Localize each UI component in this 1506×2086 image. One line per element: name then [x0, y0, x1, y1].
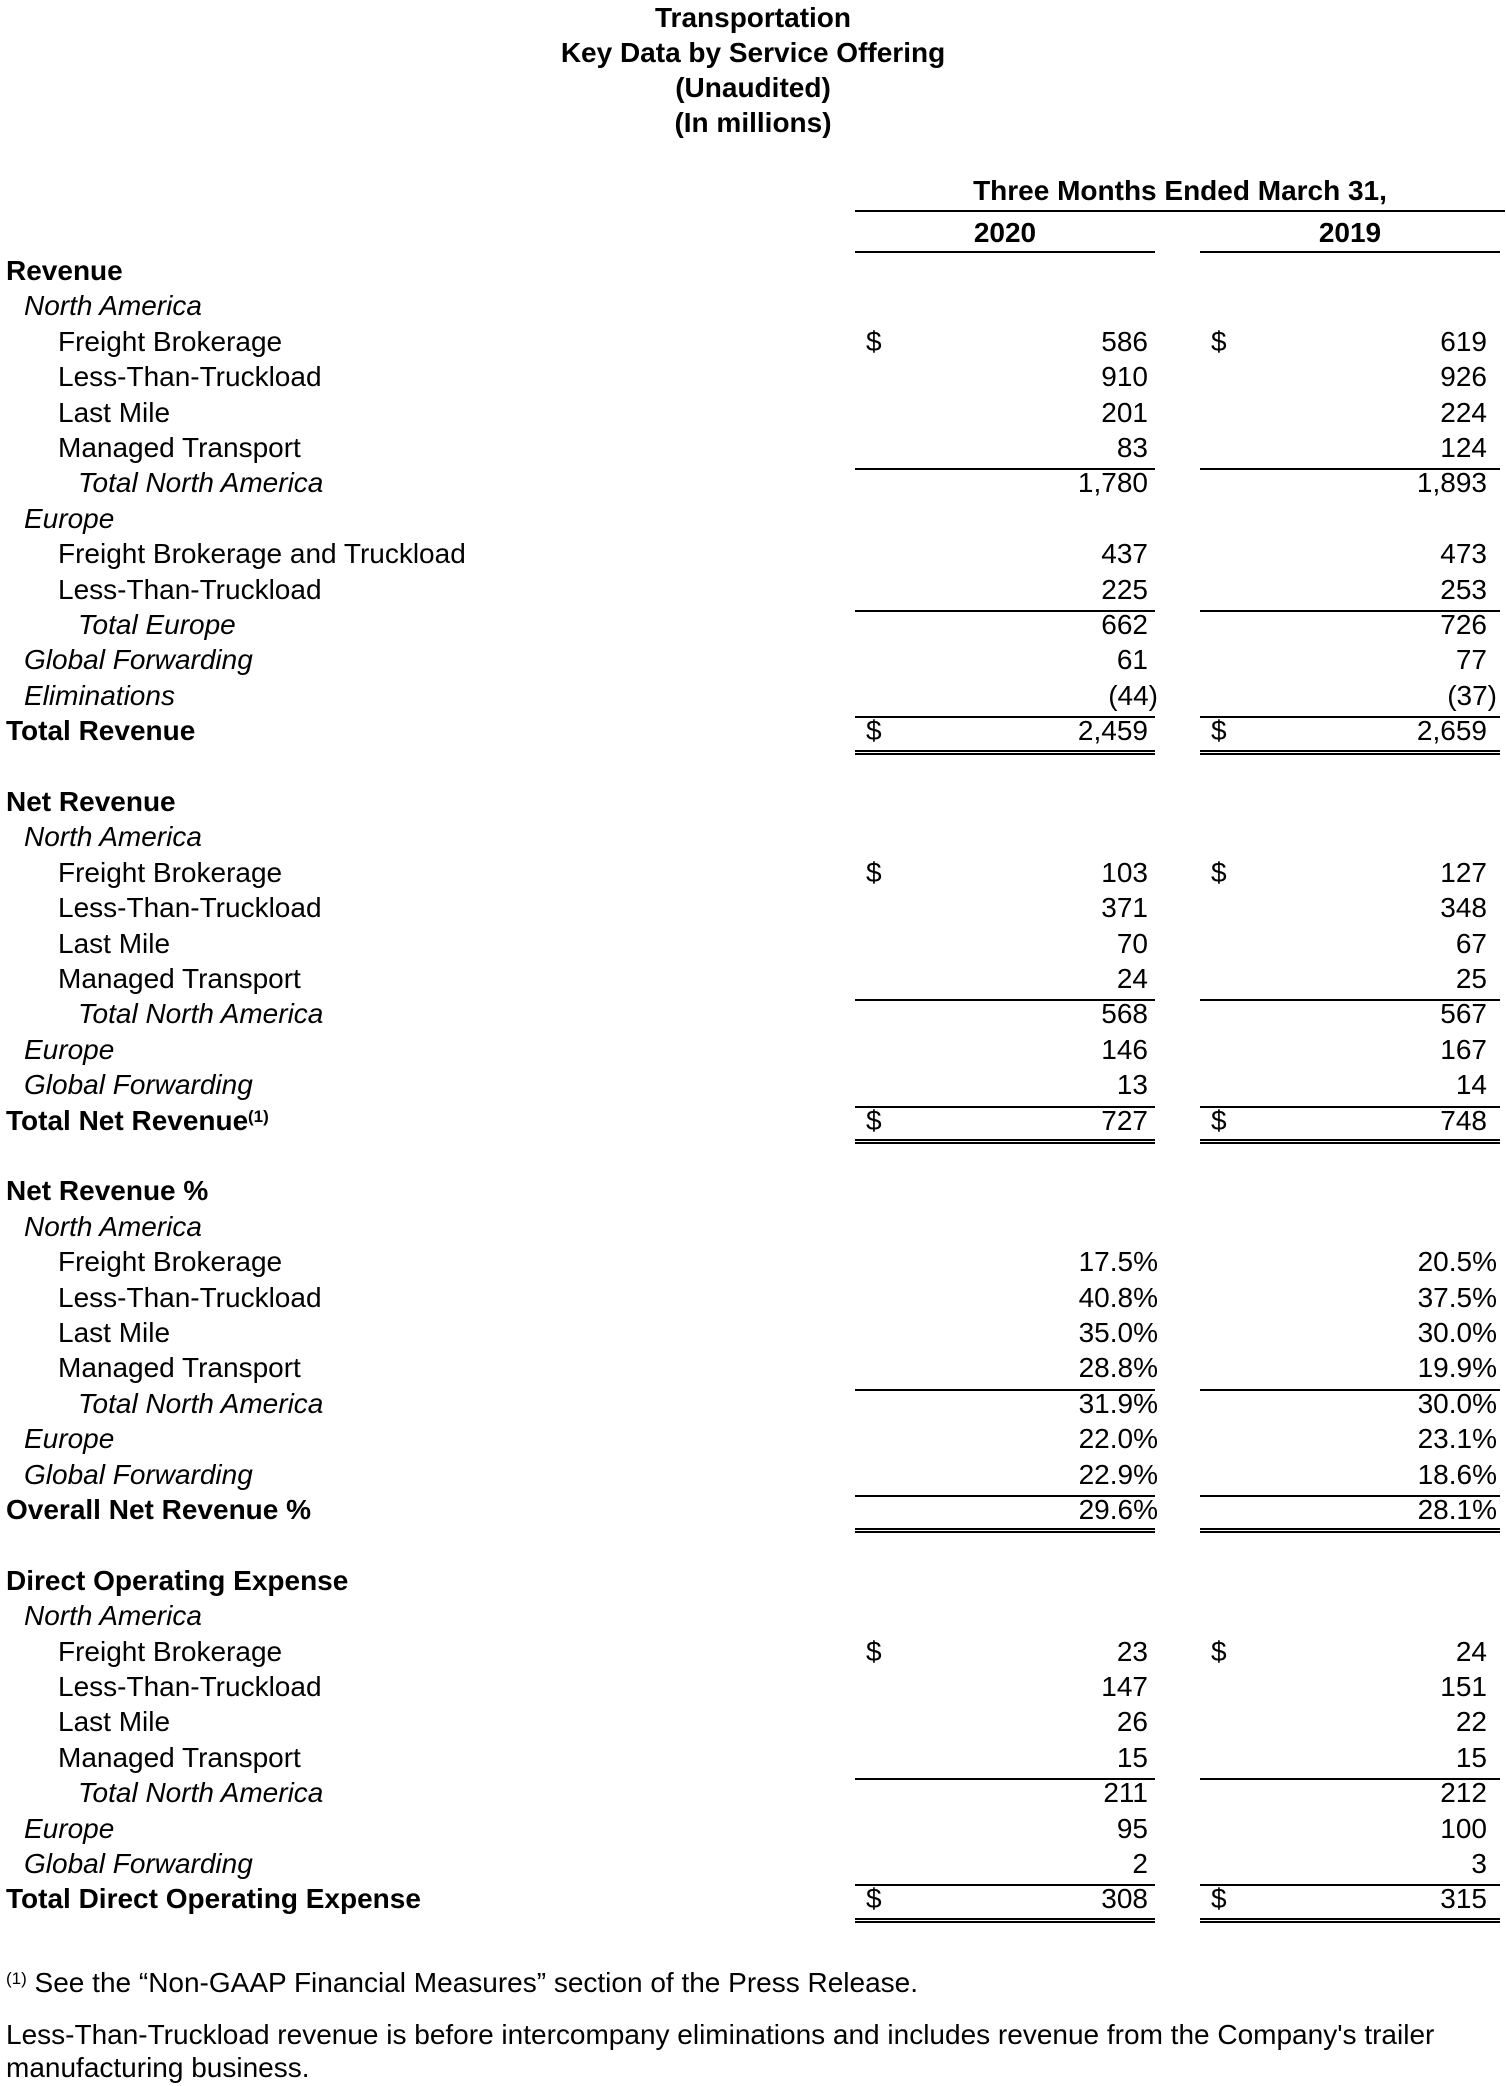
table-row: [0, 465, 1506, 500]
subtotal-rule: [855, 610, 1155, 612]
table-row: [0, 1811, 1506, 1846]
value-2019: 619: [1440, 325, 1487, 357]
value-2019: 22: [1455, 1706, 1487, 1738]
table-row: [0, 1209, 1506, 1244]
table-row: [0, 1669, 1506, 1704]
table-row: [0, 996, 1506, 1031]
value-2020: 103: [1101, 856, 1148, 888]
currency-symbol: $: [1211, 1635, 1227, 1667]
row-label: Less-Than-Truckload: [58, 1281, 322, 1313]
value-2019: 30.0%: [1417, 1387, 1497, 1419]
table-row: [0, 1598, 1506, 1633]
currency-symbol: $: [1211, 715, 1227, 747]
value-2020: 28.8%: [1078, 1352, 1158, 1384]
value-2019: 77: [1455, 644, 1487, 676]
row-label-sup-wrap: [248, 1103, 269, 1138]
value-2020: 23: [1116, 1635, 1148, 1667]
currency-symbol: $: [866, 715, 882, 747]
row-label: Total Europe: [78, 609, 236, 640]
row-label: Managed Transport: [58, 963, 301, 994]
row-label: Total Revenue: [6, 715, 196, 747]
title-line-4: (In millions): [674, 107, 832, 138]
table-row: [0, 1244, 1506, 1279]
row-label: North America: [24, 290, 202, 322]
value-2020: 586: [1101, 325, 1148, 357]
row-label: Total Net Revenue: [6, 1104, 249, 1136]
currency-symbol: $: [1211, 1104, 1227, 1136]
value-2019: 20.5%: [1417, 1246, 1497, 1278]
row-label: Global Forwarding: [24, 1069, 253, 1101]
row-label: Global Forwarding: [24, 1848, 253, 1879]
table-row: [0, 678, 1506, 713]
value-2020: 17.5%: [1078, 1246, 1158, 1278]
table-row: [0, 359, 1506, 394]
total-double-rule: [855, 1918, 1155, 1923]
table-row: [0, 1386, 1506, 1421]
subtotal-rule: [855, 468, 1155, 470]
row-label: Managed Transport: [58, 1352, 301, 1384]
value-2019: 15: [1455, 1741, 1487, 1773]
table-row: [0, 1457, 1506, 1492]
table-row: [0, 324, 1506, 359]
row-label: Overall Net Revenue %: [6, 1494, 312, 1525]
value-2019: 67: [1455, 927, 1487, 959]
table-row: [0, 1173, 1506, 1208]
row-label: Total Direct Operating Expense: [6, 1883, 421, 1915]
value-2020: 26: [1116, 1706, 1148, 1738]
table-row: [0, 855, 1506, 890]
value-2019: 30.0%: [1417, 1317, 1497, 1348]
total-double-rule: [1200, 1918, 1500, 1923]
value-2020: 29.6%: [1078, 1494, 1158, 1525]
table-row: [0, 1563, 1506, 1598]
row-label: North America: [24, 1600, 202, 1632]
value-2019: 167: [1440, 1033, 1487, 1065]
table-row: [0, 1032, 1506, 1067]
row-label: Freight Brokerage and Truckload: [58, 538, 466, 570]
subtotal-rule: [855, 1495, 1155, 1497]
year-2019-header: 2019: [1318, 217, 1382, 248]
year-2020-header: 2020: [973, 217, 1037, 248]
table-row: [0, 1634, 1506, 1669]
row-label: Net Revenue %: [6, 1175, 209, 1207]
value-2020: 24: [1116, 963, 1148, 994]
value-2020: 371: [1101, 892, 1148, 924]
value-2019: 748: [1440, 1104, 1487, 1136]
subtotal-rule: [1200, 1495, 1500, 1497]
value-2019: 28.1%: [1417, 1494, 1497, 1525]
row-label: Europe: [24, 1033, 115, 1065]
table-row: [0, 1775, 1506, 1810]
subtotal-rule: [855, 999, 1155, 1001]
value-2019: 151: [1440, 1671, 1487, 1702]
value-2020: 35.0%: [1078, 1317, 1158, 1348]
row-label: Last Mile: [58, 927, 171, 959]
row-label: Total North America: [78, 467, 324, 499]
table-row: [0, 926, 1506, 961]
currency-symbol: $: [866, 856, 882, 888]
year-2019-wrap: [1200, 217, 1500, 249]
row-label: Global Forwarding: [24, 1458, 253, 1490]
title-line-3: (Unaudited): [675, 72, 831, 103]
row-label: Eliminations: [24, 679, 175, 711]
table-row: [0, 1138, 1506, 1173]
table-row: [0, 642, 1506, 677]
row-label: Last Mile: [58, 1317, 171, 1348]
value-2019: 3: [1471, 1848, 1487, 1879]
table-row: [0, 430, 1506, 465]
table-row: [0, 536, 1506, 571]
value-2020: (44): [1108, 679, 1158, 711]
value-2019: 24: [1455, 1635, 1487, 1667]
table-row: [0, 784, 1506, 819]
subtotal-rule: [855, 716, 1155, 718]
value-2020: 83: [1116, 432, 1148, 463]
row-label: Less-Than-Truckload: [58, 361, 322, 393]
value-2020: 146: [1101, 1033, 1148, 1065]
value-2020: 61: [1116, 644, 1148, 676]
value-2019: 37.5%: [1417, 1281, 1497, 1313]
footnote-marker: (1): [6, 1969, 27, 1988]
table-row: [0, 1740, 1506, 1775]
period-header-rule: [855, 210, 1505, 212]
value-2019: 124: [1440, 432, 1487, 463]
value-2020: 147: [1101, 1671, 1148, 1702]
value-2020: 31.9%: [1078, 1387, 1158, 1419]
row-label: Europe: [24, 1423, 115, 1455]
row-label: Freight Brokerage: [58, 1635, 283, 1667]
subtotal-rule: [1200, 1884, 1500, 1886]
row-label: Managed Transport: [58, 432, 301, 463]
value-2020: 22.9%: [1078, 1458, 1158, 1490]
value-2020: 568: [1101, 998, 1148, 1030]
row-label: Europe: [24, 1812, 115, 1844]
subtotal-rule: [1200, 1778, 1500, 1780]
row-label: Less-Than-Truckload: [58, 573, 322, 605]
row-label: North America: [24, 1210, 202, 1242]
currency-symbol: $: [1211, 856, 1227, 888]
row-label: Global Forwarding: [24, 644, 253, 676]
value-2020: 225: [1101, 573, 1148, 605]
currency-symbol: $: [1211, 325, 1227, 357]
value-2020: 70: [1116, 927, 1148, 959]
currency-symbol: $: [866, 325, 882, 357]
table-row: [0, 572, 1506, 607]
row-label: Freight Brokerage: [58, 1246, 283, 1278]
value-2019: 2,659: [1416, 715, 1487, 747]
currency-symbol: $: [866, 1104, 882, 1136]
value-2020: 201: [1101, 396, 1148, 428]
subtotal-rule: [1200, 610, 1500, 612]
row-label: Total North America: [78, 1387, 324, 1419]
table-row: [0, 961, 1506, 996]
currency-symbol: $: [866, 1883, 882, 1915]
table-row: [0, 253, 1506, 288]
table-row: [0, 395, 1506, 430]
value-2020: 308: [1101, 1883, 1148, 1915]
currency-symbol: $: [1211, 1883, 1227, 1915]
table-row: [0, 1067, 1506, 1102]
row-label: Managed Transport: [58, 1741, 301, 1773]
value-2020: 13: [1116, 1069, 1148, 1101]
footnote-text: See the “Non-GAAP Financial Measures” section of the Press Release.: [26, 1967, 919, 1998]
row-label: North America: [24, 821, 202, 853]
table-row: [0, 288, 1506, 323]
title-line-1: Transportation: [654, 2, 851, 33]
value-2020: 2,459: [1077, 715, 1148, 747]
row-label: Revenue: [6, 255, 123, 286]
table-row: [0, 607, 1506, 642]
value-2019: 18.6%: [1417, 1458, 1497, 1490]
value-2019: 926: [1440, 361, 1487, 393]
row-label: Last Mile: [58, 396, 171, 428]
subtotal-rule: [855, 1389, 1155, 1391]
period-header: Three Months Ended March 31,: [973, 175, 1387, 206]
value-2019: 19.9%: [1417, 1352, 1497, 1384]
value-2019: (37): [1447, 679, 1497, 711]
table-row: [0, 1280, 1506, 1315]
footnote: [6, 1966, 1496, 1999]
value-2020: 2: [1132, 1848, 1148, 1879]
table-row: [0, 1527, 1506, 1562]
subtotal-rule: [855, 1106, 1155, 1108]
value-2019: 473: [1440, 538, 1487, 570]
table-row: [0, 1421, 1506, 1456]
value-2019: 14: [1455, 1069, 1487, 1101]
row-label: Total North America: [78, 998, 324, 1030]
value-2019: 127: [1440, 856, 1487, 888]
table-row: [0, 501, 1506, 536]
value-2019: 100: [1440, 1812, 1487, 1844]
value-2020: 437: [1101, 538, 1148, 570]
value-2020: 22.0%: [1078, 1423, 1158, 1455]
row-label: Last Mile: [58, 1706, 171, 1738]
value-2020: 15: [1116, 1741, 1148, 1773]
subtotal-rule: [1200, 999, 1500, 1001]
subtotal-rule: [1200, 1389, 1500, 1391]
row-label: Total North America: [78, 1777, 324, 1809]
value-2020: 727: [1101, 1104, 1148, 1136]
value-2020: 910: [1101, 361, 1148, 393]
table-row: [0, 1350, 1506, 1385]
row-label: Net Revenue: [6, 786, 176, 817]
value-2019: 224: [1440, 396, 1487, 428]
table-row: [0, 1315, 1506, 1350]
period-header-wrap: [855, 175, 1505, 207]
row-label: Europe: [24, 502, 115, 534]
table-row: [0, 890, 1506, 925]
value-2019: 212: [1440, 1777, 1487, 1809]
row-label: Freight Brokerage: [58, 856, 283, 888]
table-row: [0, 819, 1506, 854]
subtotal-rule: [855, 1778, 1155, 1780]
row-label: Freight Brokerage: [58, 325, 283, 357]
subtotal-rule: [1200, 716, 1500, 718]
title-line-2: Key Data by Service Offering: [560, 37, 946, 68]
value-2019: 1,893: [1416, 467, 1487, 499]
value-2019: 567: [1440, 998, 1487, 1030]
currency-symbol: $: [866, 1635, 882, 1667]
value-2019: 23.1%: [1417, 1423, 1497, 1455]
row-label: Less-Than-Truckload: [58, 892, 322, 924]
table-row: [0, 1881, 1506, 1916]
revenue-note: Less-Than-Truckload revenue is before intercompany eliminations and includes revenue from the Company's trailer manufacturing business.: [6, 2019, 1435, 2083]
subtotal-rule: [855, 1884, 1155, 1886]
year-2020-wrap: [855, 217, 1155, 249]
table-row: [0, 749, 1506, 784]
subtotal-rule: [1200, 1106, 1500, 1108]
value-2019: 315: [1440, 1883, 1487, 1915]
value-2020: 40.8%: [1078, 1281, 1158, 1313]
row-label-footnote-ref: (1): [248, 1106, 269, 1126]
value-2019: 726: [1440, 609, 1487, 640]
report-title: [0, 0, 1506, 140]
value-2020: 95: [1116, 1812, 1148, 1844]
subtotal-rule: [1200, 468, 1500, 470]
table-row: [0, 1103, 1506, 1138]
table-row: [0, 1492, 1506, 1527]
row-label: Direct Operating Expense: [6, 1564, 349, 1596]
value-2019: 348: [1440, 892, 1487, 924]
value-2020: 211: [1103, 1777, 1148, 1809]
value-2019: 253: [1440, 573, 1487, 605]
row-label: Less-Than-Truckload: [58, 1671, 322, 1702]
value-2019: 25: [1455, 963, 1487, 994]
table-row: [0, 1704, 1506, 1739]
value-2020: 1,780: [1077, 467, 1148, 499]
value-2020: 662: [1101, 609, 1148, 640]
table-row: [0, 713, 1506, 748]
table-row: [0, 1846, 1506, 1881]
